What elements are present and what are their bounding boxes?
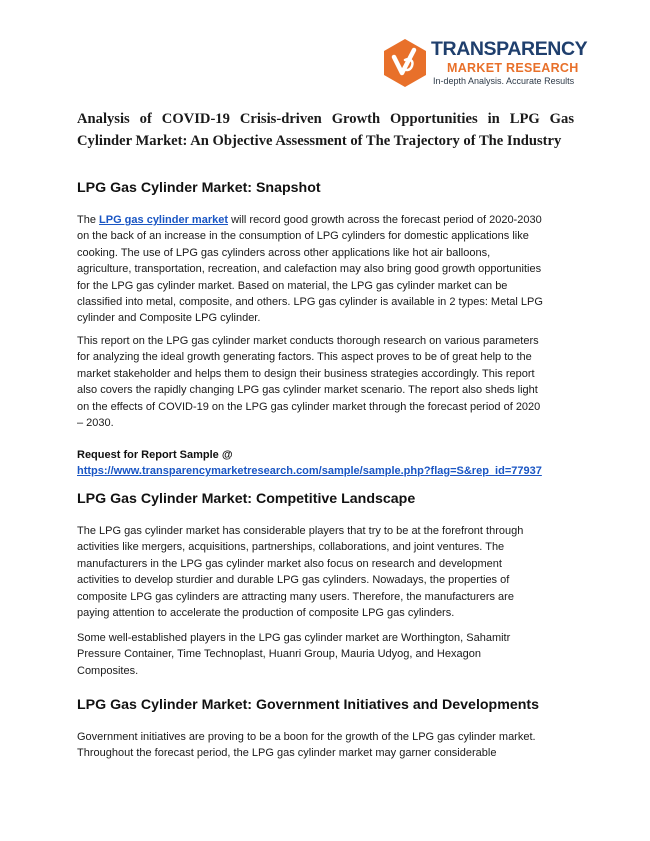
snapshot-paragraph-1	[77, 212, 577, 327]
paragraph-line: The LPG gas cylinder market has considerable players that try to be at the forefront through	[77, 525, 524, 537]
brand-logo	[383, 38, 588, 90]
market-report-link[interactable]: LPG gas cylinder market	[99, 214, 229, 226]
paragraph-line: also covers the rapidly changing LPG gas cylinder market scenario. The report also sheds light	[77, 384, 538, 397]
request-sample	[77, 447, 542, 479]
competitive-paragraph-1	[77, 523, 577, 621]
snapshot-paragraph-2	[77, 333, 577, 431]
paragraph-line: classified into metal, composite, and others. LPG gas cylinder is available in 2 types: Metal LPG	[77, 296, 543, 309]
paragraph-line: – 2030.	[77, 417, 114, 430]
paragraph-line: manufacturers in the LPG gas cylinder market also focus on research and development	[77, 557, 502, 570]
paragraph-line: activities to develop sturdier and durable LPG gas cylinders. Nowadays, the properties of	[77, 574, 510, 587]
paragraph-line: cooking. The use of LPG gas cylinders across other applications like hot air balloons,	[77, 246, 491, 259]
paragraph-line: Pressure Container, Time Technoplast, Huanri Group, Mauria Udyog, and Hexagon	[77, 648, 481, 661]
paragraph-line: on the back of an increase in the consumption of LPG cylinders for domestic applications like	[77, 230, 529, 243]
paragraph-line: paying attention to accelerate the production of composite LPG gas cylinders.	[77, 607, 455, 620]
government-heading: LPG Gas Cylinder Market: Government Initiatives and Developments	[77, 697, 540, 713]
paragraph-line: Composites.	[77, 664, 139, 677]
document-title	[77, 108, 574, 152]
logo-tagline: In-depth Analysis. Accurate Results	[433, 76, 575, 86]
title-line-2: Cylinder Market: An Objective Assessment of The Trajectory of The Industry	[77, 133, 562, 149]
competitive-heading: LPG Gas Cylinder Market: Competitive Landscape	[77, 491, 416, 507]
paragraph-line: cylinder and Composite LPG cylinder.	[77, 312, 261, 325]
paragraph-line: Some well-established players in the LPG gas cylinder market are Worthington, Sahamitr	[77, 632, 511, 644]
paragraph-line: This report on the LPG gas cylinder market conducts thorough research on various parameters	[77, 335, 539, 347]
logo-mark-icon	[383, 38, 427, 88]
logo-brand-text: TRANSPARENCY	[431, 38, 588, 60]
paragraph-line: activities like mergers, acquisitions, partnerships, collaborations, and joint ventures. The	[77, 541, 505, 554]
paragraph-line: on the effects of COVID-19 on the LPG gas cylinder market through the forecast period of 2020	[77, 400, 541, 413]
sample-request-link[interactable]: https://www.transparencymarketresearch.com/sample/sample.php?flag=S&rep_id=77937	[77, 465, 542, 477]
paragraph-line: for the LPG gas cylinder market. Based on material, the LPG gas cylinder market can be	[77, 279, 508, 292]
logo-sub-text: MARKET RESEARCH	[447, 61, 579, 75]
paragraph-line: Government initiatives are proving to be a boon for the growth of the LPG gas cylinder market.	[77, 731, 536, 743]
snapshot-heading: LPG Gas Cylinder Market: Snapshot	[77, 180, 321, 196]
government-paragraph-1	[77, 729, 577, 762]
paragraph-line: market stakeholder and helps them to design their business strategies accordingly. This report	[77, 367, 535, 380]
paragraph-line: for analyzing the ideal growth generating factors. This aspect proves to be of great help to the	[77, 351, 532, 364]
paragraph-line	[77, 212, 577, 228]
paragraph-line: Throughout the forecast period, the LPG gas cylinder market may garner considerable	[77, 747, 497, 760]
paragraph-line: composite LPG gas cylinders are attracting many users. Therefore, the manufacturers are	[77, 590, 514, 603]
request-sample-label: Request for Report Sample @	[77, 449, 233, 461]
text-run: The	[77, 214, 100, 226]
paragraph-line: agriculture, transportation, recreation, and calefaction may also bring good growth opportunities	[77, 263, 542, 276]
text-run: will record good growth across the forecast period of 2020-2030	[228, 214, 542, 226]
competitive-paragraph-2	[77, 630, 577, 679]
title-line-1: Analysis of COVID-19 Crisis-driven Growth Opportunities in LPG Gas	[77, 111, 574, 127]
